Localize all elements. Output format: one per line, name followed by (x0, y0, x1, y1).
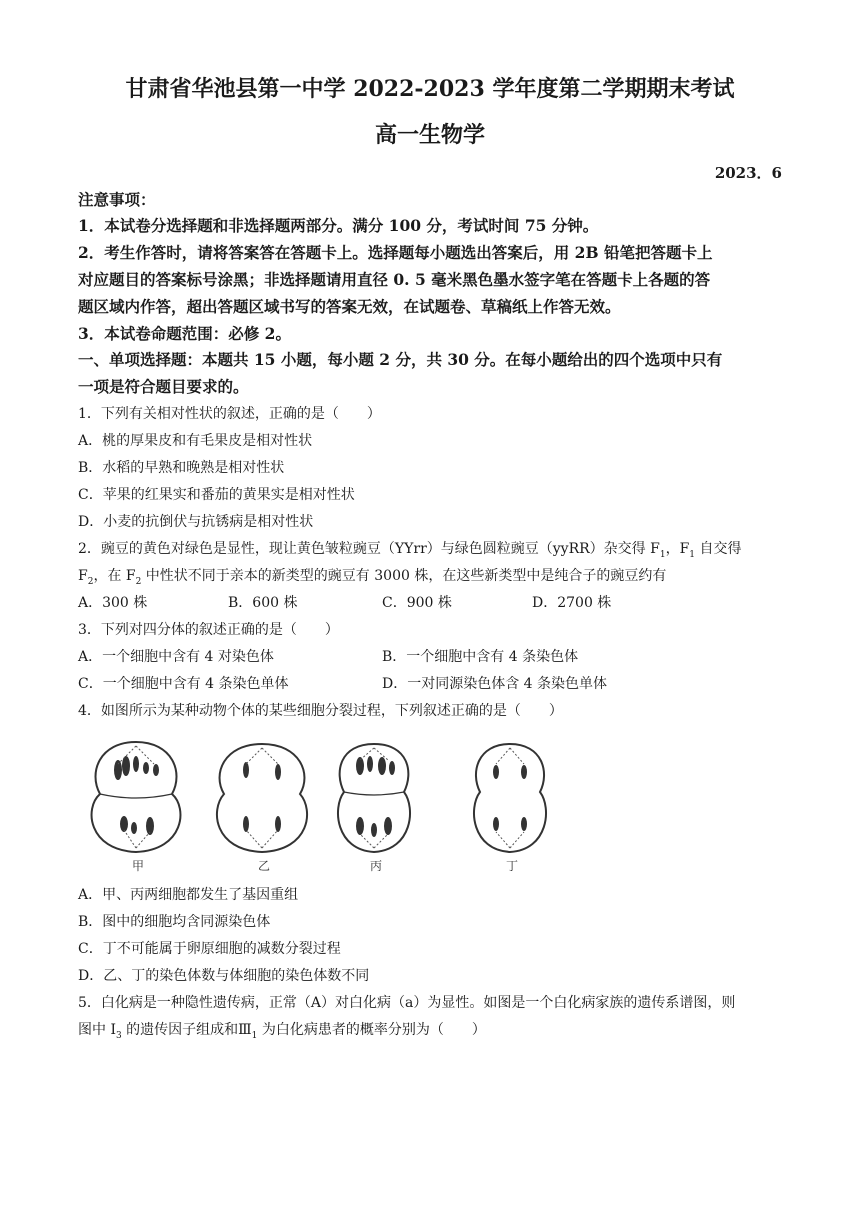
question-3-option-a: A．一个细胞中含有 4 对染色体 (78, 649, 274, 665)
question-3-stem: 3．下列对四分体的叙述正确的是（ ） (78, 622, 339, 638)
label-jia: 甲 (132, 859, 145, 873)
cell-jia (92, 742, 181, 852)
section-1-heading-line-2: 一项是符合题目要求的。 (78, 377, 249, 396)
question-3-option-b: B．一个细胞中含有 4 条染色体 (382, 649, 579, 665)
cell-bing (338, 744, 410, 852)
exam-date: 2023．6 (714, 164, 782, 182)
question-4-option-d: D．乙、丁的染色体数与体细胞的染色体数不同 (78, 968, 370, 984)
question-1-option-c: C．苹果的红果实和番茄的黄果实是相对性状 (78, 487, 355, 503)
question-5-stem-line-2: 图中 $I_3$ 的遗传因子组成和$Ⅲ_1$ 为白化病患者的概率分别为（ ） (78, 1022, 486, 1041)
question-1-stem: 1．下列有关相对性状的叙述，正确的是（ ） (78, 406, 381, 422)
question-2-option-d: D．2700 株 (532, 595, 612, 611)
label-ding: 丁 (506, 859, 519, 873)
question-1-option-d: D．小麦的抗倒伏与抗锈病是相对性状 (78, 514, 314, 530)
question-2-option-c: C．900 株 (382, 595, 452, 611)
note-2-line-1: 2．考生作答时，请将答案答在答题卡上。选择题每小题选出答案后，用 2B 铅笔把答题卡上 (78, 243, 713, 262)
question-4-option-a: A．甲、丙两细胞都发生了基因重组 (78, 887, 299, 903)
cell-yi (217, 744, 307, 852)
exam-subtitle: 高一生物学 (374, 122, 485, 148)
question-1-option-b: B．水稻的早熟和晚熟是相对性状 (78, 460, 285, 476)
label-yi: 乙 (258, 859, 271, 873)
exam-title: 甘肃省华池县第一中学 2022-2023 学年度第二学期期末考试 (125, 76, 735, 102)
question-4-option-c: C．丁不可能属于卵原细胞的减数分裂过程 (78, 941, 341, 957)
label-bing: 丙 (370, 859, 383, 873)
question-3-option-d: D．一对同源染色体含 4 条染色单体 (382, 676, 608, 692)
note-1: 1．本试卷分选择题和非选择题两部分。满分 100 分，考试时间 75 分钟。 (78, 216, 599, 235)
section-1-heading-line-1: 一、单项选择题：本题共 15 小题，每小题 2 分，共 30 分。在每小题给出的四个选项中只有 (78, 350, 723, 369)
question-2-option-a: A．300 株 (78, 595, 148, 611)
question-2-stem-line-1: 2．豌豆的黄色对绿色是显性，现让黄色皱粒豌豆（YYrr）与绿色圆粒豌豆（yyRR）杂交得 $F_1$，$F_1$ 自交得 (78, 541, 742, 560)
notes-heading: 注意事项： (78, 190, 156, 209)
question-4-option-b: B．图中的细胞均含同源染色体 (78, 914, 271, 930)
cell-division-figure (78, 732, 558, 874)
question-3-option-c: C．一个细胞中含有 4 条染色单体 (78, 676, 289, 692)
question-1-option-a: A．桃的厚果皮和有毛果皮是相对性状 (78, 433, 313, 449)
note-3: 3．本试卷命题范围：必修 2。 (78, 324, 291, 343)
note-2-line-2: 对应题目的答案标号涂黑；非选择题请用直径 0. 5 毫米黑色墨水签字笔在答题卡上各题的答 (78, 270, 711, 289)
cell-ding (474, 744, 546, 852)
question-5-stem-line-1: 5．白化病是一种隐性遗传病，正常（A）对白化病（a）为显性。如图是一个白化病家族的遗传系谱图，则 (78, 995, 736, 1011)
question-4-stem: 4．如图所示为某种动物个体的某些细胞分裂过程，下列叙述正确的是（ ） (78, 703, 563, 719)
question-2-stem-line-2: $F_2$，在 $F_2$ 中性状不同于亲本的新类型的豌豆有 3000 株，在这些新类型中是纯合子的豌豆约有 (78, 568, 667, 587)
question-2-option-b: B．600 株 (228, 595, 298, 611)
note-2-line-3: 题区域内作答，超出答题区域书写的答案无效，在试题卷、草稿纸上作答无效。 (78, 297, 621, 316)
